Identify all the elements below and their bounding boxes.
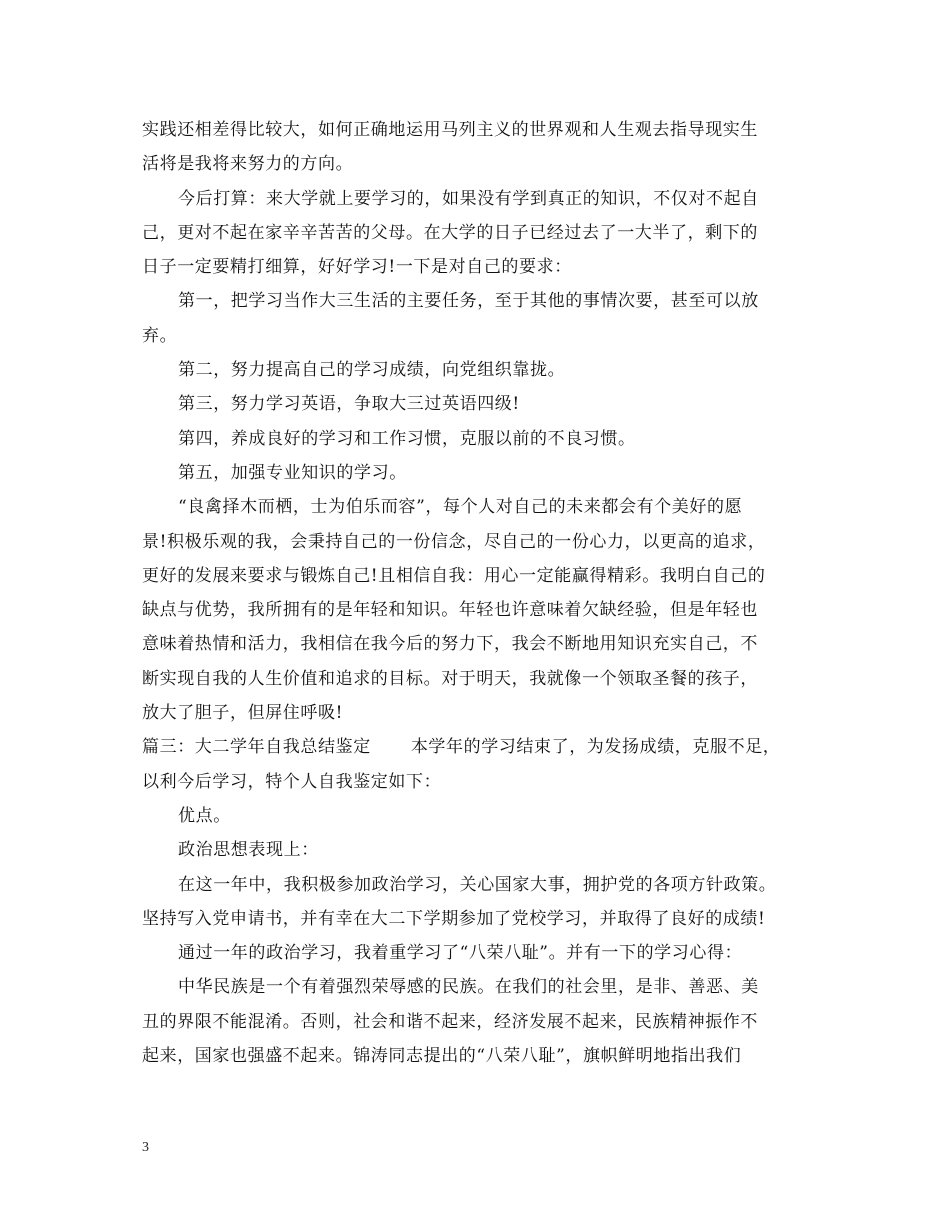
text-line bbox=[142, 970, 822, 1004]
text-line bbox=[142, 902, 822, 936]
text-line-content: 弃。 bbox=[142, 325, 178, 346]
text-line-content: 日子一定要精打细算，好好学习!一下是对自己的要求： bbox=[142, 257, 572, 278]
text-line-content: 政治思想表现上： bbox=[178, 840, 319, 861]
text-line bbox=[142, 936, 822, 970]
text-line bbox=[142, 1039, 822, 1073]
text-line-content: 优点。 bbox=[178, 805, 231, 826]
text-line bbox=[142, 799, 822, 833]
text-line-content: 第三，努力学习英语，争取大三过英语四级! bbox=[178, 394, 520, 415]
text-line-content: 坚持写入党申请书，并有幸在大二下学期参加了党校学习，并取得了良好的成绩! bbox=[142, 908, 766, 929]
text-line bbox=[142, 730, 822, 764]
text-line bbox=[142, 216, 822, 250]
text-line-content: 在这一年中，我积极参加政治学习，关心国家大事，拥护党的各项方针政策。 bbox=[178, 874, 777, 895]
text-line-content: 缺点与优势，我所拥有的是年轻和知识。年轻也许意味着欠缺经验，但是年轻也 bbox=[142, 600, 758, 621]
text-line bbox=[142, 250, 822, 284]
text-line-content: 活将是我将来努力的方向。 bbox=[142, 154, 354, 175]
text-line bbox=[142, 284, 822, 318]
text-line-content: 第五，加强专业知识的学习。 bbox=[178, 462, 407, 483]
text-line-content: 实践还相差得比较大，如何正确地运用马列主义的世界观和人生观去指导现实生 bbox=[142, 120, 758, 140]
text-line bbox=[142, 490, 822, 524]
text-line-content: 己，更对不起在家辛辛苦苦的父母。在大学的日子已经过去了一大半了，剩下的 bbox=[142, 222, 758, 243]
text-line bbox=[142, 1005, 822, 1039]
text-line bbox=[142, 182, 822, 216]
text-line bbox=[142, 113, 822, 147]
text-line bbox=[142, 833, 822, 867]
text-line-content: 起来，国家也强盛不起来。锦涛同志提出的“八荣八耻”，旗帜鲜明地指出我们 bbox=[142, 1046, 742, 1067]
text-line bbox=[142, 627, 822, 661]
body-text bbox=[142, 113, 822, 1073]
text-line bbox=[142, 387, 822, 421]
text-line bbox=[142, 868, 822, 902]
text-line-content: 丑的界限不能混淆。否则，社会和谐不起来，经济发展不起来，民族精神振作不 bbox=[142, 1011, 758, 1032]
text-line-content: “良禽择木而栖，士为伯乐而容”，每个人对自己的未来都会有个美好的愿 bbox=[178, 497, 743, 518]
text-line-content: 更好的发展来要求与锻炼自己!且相信自我：用心一定能赢得精彩。我明白自己的 bbox=[142, 565, 766, 586]
text-line-content: 通过一年的政治学习，我着重学习了“八荣八耻”。并有一下的学习心得： bbox=[178, 943, 743, 964]
text-line bbox=[142, 662, 822, 696]
text-line-content: 篇三：大二学年自我总结鉴定 bbox=[142, 737, 371, 758]
text-line-content: 第四，养成良好的学习和工作习惯，克服以前的不良习惯。 bbox=[178, 428, 636, 449]
text-line-content: 第一，把学习当作大三生活的主要任务，至于其他的事情次要，甚至可以放 bbox=[178, 291, 759, 312]
text-line-content: 第二，努力提高自己的学习成绩，向党组织靠拢。 bbox=[178, 360, 566, 381]
text-line bbox=[142, 696, 822, 730]
text-line bbox=[142, 525, 822, 559]
text-line bbox=[142, 559, 822, 593]
text-line bbox=[142, 593, 822, 627]
text-line bbox=[142, 456, 822, 490]
text-line-content: 今后打算：来大学就上要学习的，如果没有学到真正的知识，不仅对不起自 bbox=[178, 188, 759, 209]
text-line-content: 意味着热情和活力，我相信在我今后的努力下，我会不断地用知识充实自己，不 bbox=[142, 634, 758, 655]
text-line-content: 景!积极乐观的我，会秉持自己的一份信念，尽自己的一份心力，以更高的追求， bbox=[142, 531, 766, 552]
text-line-content: 以利今后学习，特个人自我鉴定如下： bbox=[142, 771, 442, 792]
text-line-content: 断实现自我的人生价值和追求的目标。对于明天，我就像一个领取圣餐的孩子， bbox=[142, 668, 758, 689]
text-line bbox=[142, 353, 822, 387]
text-line-content: 中华民族是一个有着强烈荣辱感的民族。在我们的社会里，是非、善恶、美 bbox=[178, 977, 759, 998]
text-line bbox=[142, 147, 822, 181]
text-line bbox=[142, 422, 822, 456]
text-line bbox=[142, 765, 822, 799]
text-line-content: 放大了胆子，但屏住呼吸! bbox=[142, 703, 344, 724]
page-number: 3 bbox=[142, 1140, 149, 1155]
text-line-continuation: 本学年的学习结束了，为发扬成绩，克服不足， bbox=[410, 737, 781, 758]
text-line bbox=[142, 319, 822, 353]
